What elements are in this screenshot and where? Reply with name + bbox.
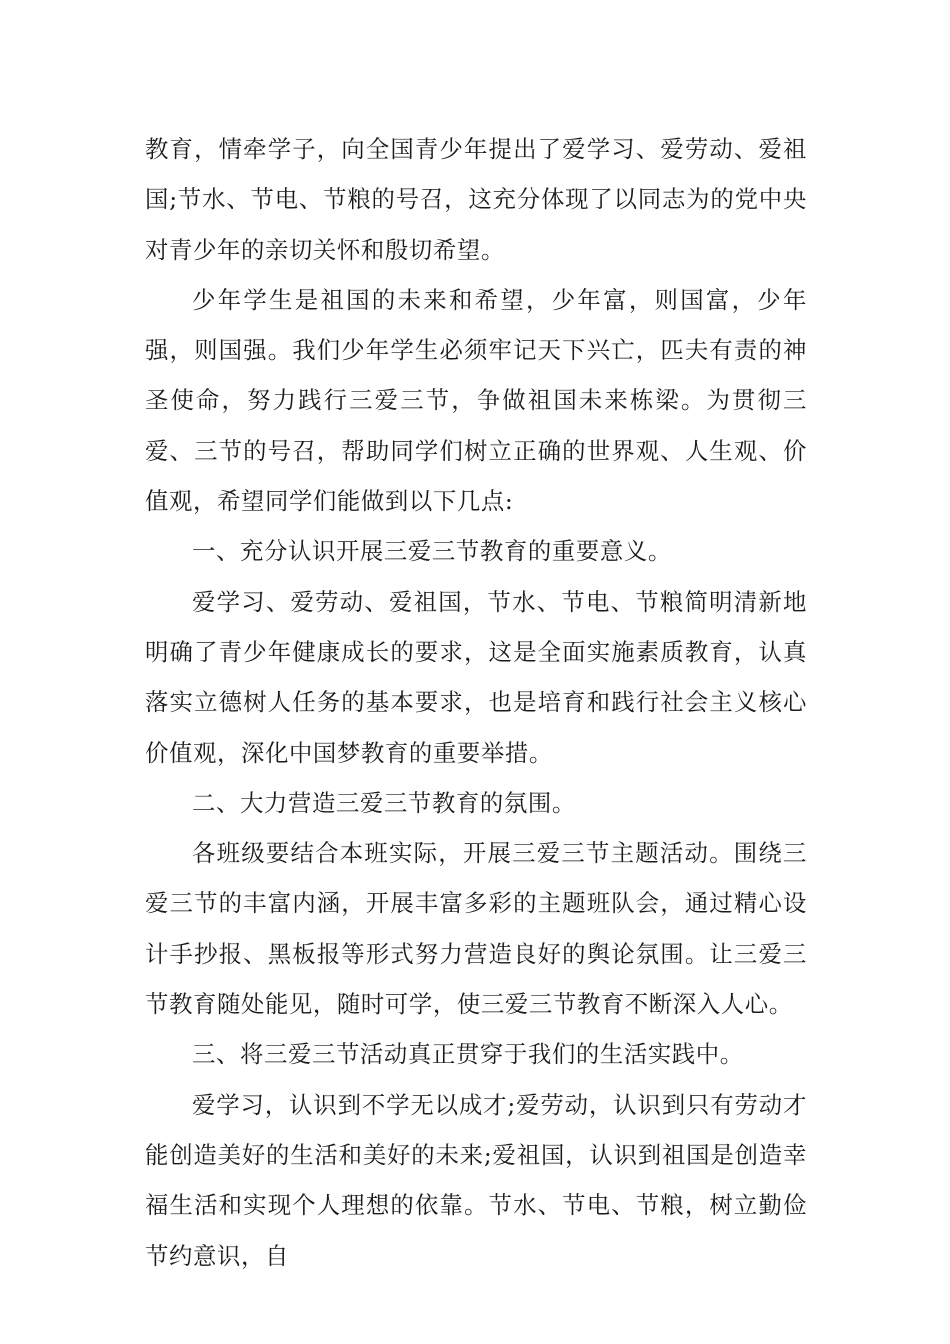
section-heading-1: 一、充分认识开展三爱三节教育的重要意义。 <box>192 537 672 566</box>
paragraph-2: 少年学生是祖国的未来和希望，少年富，则国富，少年强，则国强。我们少年学生必须牢记天下兴亡，匹夫有责的神圣使命，努力践行三爱三节，争做祖国未来栋梁。为贯彻三爱、三节的号召，帮助同学们树立正确的世界观、人生观、价值观，希望同学们能做到以下几点: <box>145 285 807 516</box>
section-heading-3: 三、将三爱三节活动真正贯穿于我们的生活实践中。 <box>192 1040 744 1069</box>
paragraph-1: 教育，情牵学子，向全国青少年提出了爱学习、爱劳动、爱祖国;节水、节电、节粮的号召，这充分体现了以同志为的党中央对青少年的亲切关怀和殷切希望。 <box>145 135 807 264</box>
section-heading-2: 二、大力营造三爱三节教育的氛围。 <box>192 788 576 817</box>
paragraph-4: 各班级要结合本班实际，开展三爱三节主题活动。围绕三爱三节的丰富内涵，开展丰富多彩的主题班队会，通过精心设计手抄报、黑板报等形式努力营造良好的舆论氛围。让三爱三节教育随处能见，随时可学，使三爱三节教育不断深入人心。 <box>145 839 807 1019</box>
document-page <box>145 124 807 1281</box>
paragraph-5: 爱学习，认识到不学无以成才;爱劳动，认识到只有劳动才能创造美好的生活和美好的未来;爱祖国，认识到祖国是创造幸福生活和实现个人理想的依靠。节水、节电、节粮，树立勤俭节约意识，自 <box>145 1090 807 1270</box>
paragraph-3: 爱学习、爱劳动、爱祖国，节水、节电、节粮简明清新地明确了青少年健康成长的要求，这是全面实施素质教育，认真落实立德树人任务的基本要求，也是培育和践行社会主义核心价值观，深化中国梦教育的重要举措。 <box>145 587 807 767</box>
